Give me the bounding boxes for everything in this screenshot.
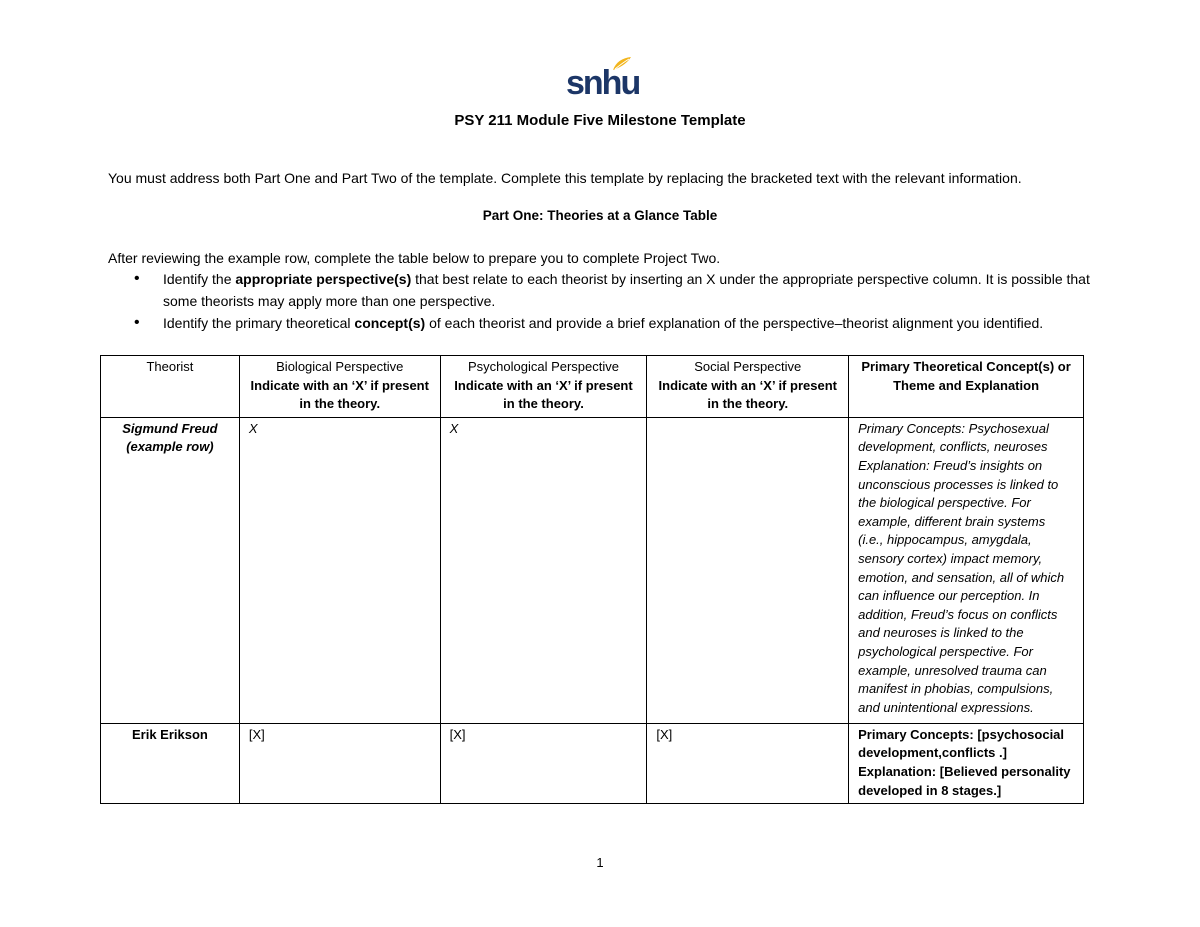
explanation-line: Explanation: [Believed personality developed in 8 stages.]: [858, 763, 1071, 798]
snhu-logo: [566, 56, 640, 102]
theorist-name: Erik Erikson: [101, 723, 240, 803]
theories-table: [100, 355, 1084, 804]
header-social: Social Perspective Indicate with an ‘X’ if present in the theory.: [647, 356, 849, 418]
instructions-paragraph: After reviewing the example row, complete the table below to prepare you to complete Project Two.: [108, 250, 721, 266]
social-cell: [X]: [647, 723, 849, 803]
intro-paragraph: You must address both Part One and Part Two of the template. Complete this template by replacing the bracketed text with the relevant information.: [108, 170, 1022, 186]
list-item: • Identify the primary theoretical concept(s) of each theorist and provide a brief explanation of the perspective–theorist alignment you identified.: [108, 312, 1098, 334]
concepts-cell: [849, 723, 1084, 803]
header-psychological: Psychological Perspective Indicate with an ‘X’ if present in the theory.: [440, 356, 647, 418]
biological-cell: X: [239, 417, 440, 723]
table-header-row: [101, 356, 1084, 418]
part-one-heading: Part One: Theories at a Glance Table: [482, 208, 718, 223]
theorist-name: Sigmund Freud (example row): [101, 417, 240, 723]
instructions-list: [108, 268, 1098, 334]
psychological-cell: X: [440, 417, 647, 723]
biological-cell: [X]: [239, 723, 440, 803]
list-item: • Identify the appropriate perspective(s) that best relate to each theorist by inserting an X under the appropriate perspective column. It is possible that some theorists may apply more than one perspective.: [108, 268, 1098, 312]
logo-wordmark: snhu: [566, 64, 640, 102]
page-title: PSY 211 Module Five Milestone Template: [454, 112, 746, 129]
concepts-line: Primary Concepts: [psychosocial development,conflicts .]: [858, 726, 1065, 761]
page-number: 1: [596, 855, 604, 870]
social-cell: [647, 417, 849, 723]
table-row: [101, 417, 1084, 723]
concepts-cell: Primary Concepts: Psychosexual development, conflicts, neuroses Explanation: Freud’s insights on unconscious processes is linked to the biological perspective. For example, different brain systems (i.e., hippocampus, amygdala, sensory cortex) impact memory, emotion, and sensation, all of which can influence our perception. In addition, Freud’s focus on conflicts and neuroses is linked to the psychological perspective. For example, unresolved trauma can manifest in phobias, compulsions, and unintentional expressions.: [849, 417, 1084, 723]
header-concepts: Primary Theoretical Concept(s) or Theme and Explanation: [849, 356, 1084, 418]
header-biological: Biological Perspective Indicate with an ‘X’ if present in the theory.: [239, 356, 440, 418]
leaf-icon: [612, 56, 632, 72]
header-theorist: Theorist: [101, 356, 240, 418]
table-row: [101, 723, 1084, 803]
psychological-cell: [X]: [440, 723, 647, 803]
